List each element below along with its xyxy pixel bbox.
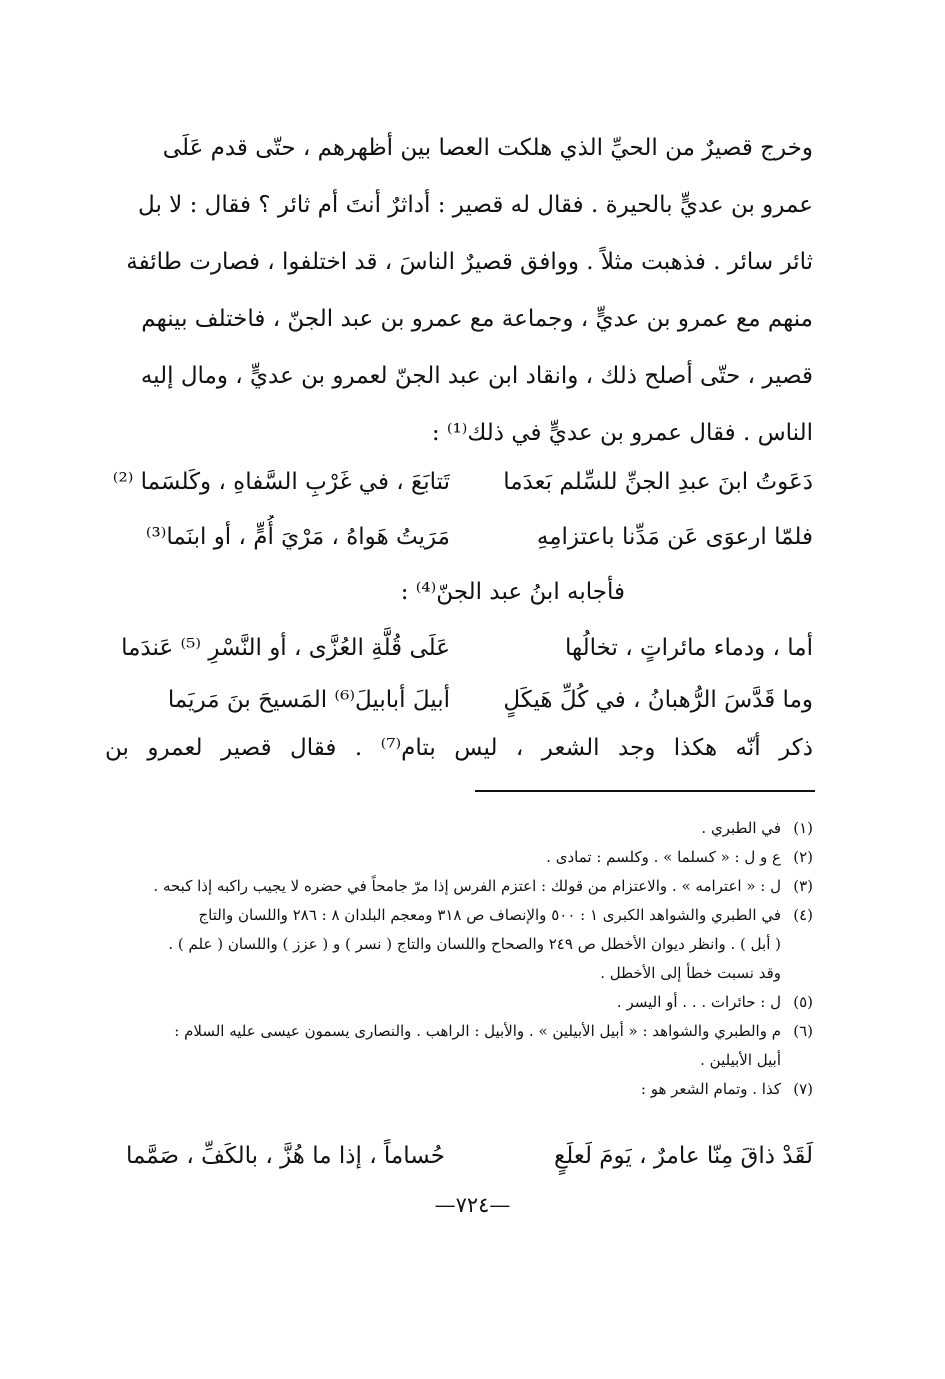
footnote-text: في الطبري . [701,819,781,837]
body-text [105,128,813,470]
footnote [105,1075,813,1104]
footnote-number: (٣) [793,877,813,895]
footnote-text: وقد نسبت خطأ إلى الأخطل . [600,964,781,982]
footnote-divider [475,790,815,792]
footnote-text: ل : « اعترامه » . والاعتزام من قولك : اعتزم الفرس إذا مرّ جامحاً في حضره لا يجيب راكبه إذا كبحه . [153,877,781,895]
footnote [105,814,813,843]
body-line: وخرج قصيرٌ من الحيِّ الذي هلكت العصا بين أظهرهم ، حتّى قدم عَلَى [162,135,813,161]
footnote-number: (٤) [793,906,813,924]
verse-first-hemistich: دَعَوتُ ابنَ عبدِ الجنِّ للسِّلم بَعدَما [503,469,813,495]
footnote-continuation [105,1046,813,1075]
verse-line [105,460,813,504]
verse-first-hemistich: فلمّا ارعوَى عَن مَدِّنا باعتزامِهِ [536,524,813,550]
footnote-continuation [105,930,813,959]
body-line: منهم مع عمرو بن عديٍّ ، وجماعة مع عمرو بن عبد الجنّ ، فاختلف بينهم [141,306,813,332]
footnote-text: كذا . وتمام الشعر هو : [640,1080,781,1098]
verse-line [105,678,813,722]
footnotes [105,814,813,1104]
footnote-text: ع و ل : « كسلما » . وكلسم : تمادى . [546,848,781,866]
verse-line [105,626,813,670]
footnote-number: (٧) [793,1080,813,1098]
verse-first-hemistich: وما قَدَّسَ الرُّهبانُ ، في كُلِّ هَيكَلٍ [503,687,813,713]
footnote-text: أبيل الأبيلين . [700,1051,781,1069]
footnote-text: ( أبل ) . وانظر ديوان الأخطل ص ٢٤٩ والصحاح واللسان والتاج ( نسر ) و ( عزز ) واللسان ( علم ) . [168,935,781,953]
footnote-number: (٢) [793,848,813,866]
footnote-number: (٦) [793,1022,813,1040]
footnote [105,1017,813,1046]
footnote [105,901,813,930]
verse-second-hemistich: حُساماً ، إذا ما هُزَّ ، بالكَفِّ ، صَمَّما [125,1143,445,1169]
footnote-continuation [105,959,813,988]
verse-intro: فأجابه ابنُ عبد الجنّ⁽⁴⁾ : [400,579,625,605]
footnote-text: ل : حائرات . . . أو اليسر . [616,993,781,1011]
body-line: ثائر سائر . فذهبت مثلاً . ووافق قصيرٌ الناسَ ، قد اختلفوا ، فصارت طائفة [126,249,813,275]
body-line: الناس . فقال عمرو بن عديٍّ في ذلك⁽¹⁾ : [431,420,813,446]
verse-line [105,515,813,559]
body-line: قصير ، حتّى أصلح ذلك ، وانقاد ابن عبد الجنّ لعمرو بن عديٍّ ، ومال إليه [140,363,813,389]
verse-first-hemistich: أما ، ودماء مائراتٍ ، تخالُها [565,635,813,661]
footnote-number: (٥) [793,993,813,1011]
footnote [105,988,813,1017]
footnote [105,843,813,872]
verse-second-hemistich: أبيلَ أبابيلَ⁽⁶⁾ المَسيحَ بنَ مَريَما [167,687,450,713]
footnote-text: م والطبري والشواهد : « أبيل الأبيلين » . والأبيل : الراهب . والنصارى يسمون عيسى عليه السلام : [174,1022,781,1040]
footnote-verse [105,1134,813,1178]
verse-first-hemistich: لَقَدْ ذاقَ مِنّا عامرٌ ، يَومَ لَعلَعٍ [554,1143,813,1169]
page-number: —٧٢٤— [434,1193,511,1217]
body-line: عمرو بن عديٍّ بالحيرة . فقال له قصير : أداثرٌ أنتَ أم ثائر ؟ فقال : لا بل [138,192,813,218]
footnote-number: (١) [793,819,813,837]
closing-line: ذكر أنّه هكذا وجد الشعر ، ليس بتام⁽⁷⁾ . فقال قصير لعمرو بن [105,735,813,761]
footnote [105,872,813,901]
verse-second-hemistich: مَرَيتُ هَواهُ ، مَرْيَ أُمٍّ ، أو ابنَما⁽³⁾ [145,524,450,550]
verse-second-hemistich: عَلَى قُلَّةِ العُزَّى ، أو النَّسْرِ ⁽⁵⁾ عَندَما [121,635,450,661]
footnote-text: في الطبري والشواهد الكبرى ١ : ٥٠٠ والإنصاف ص ٣١٨ ومعجم البلدان ٨ : ٢٨٦ واللسان والتاج [198,906,781,924]
verse-second-hemistich: تَتابَعَ ، في غَرْبِ السَّفاهِ ، وكَلسَما ⁽²⁾ [112,469,450,495]
